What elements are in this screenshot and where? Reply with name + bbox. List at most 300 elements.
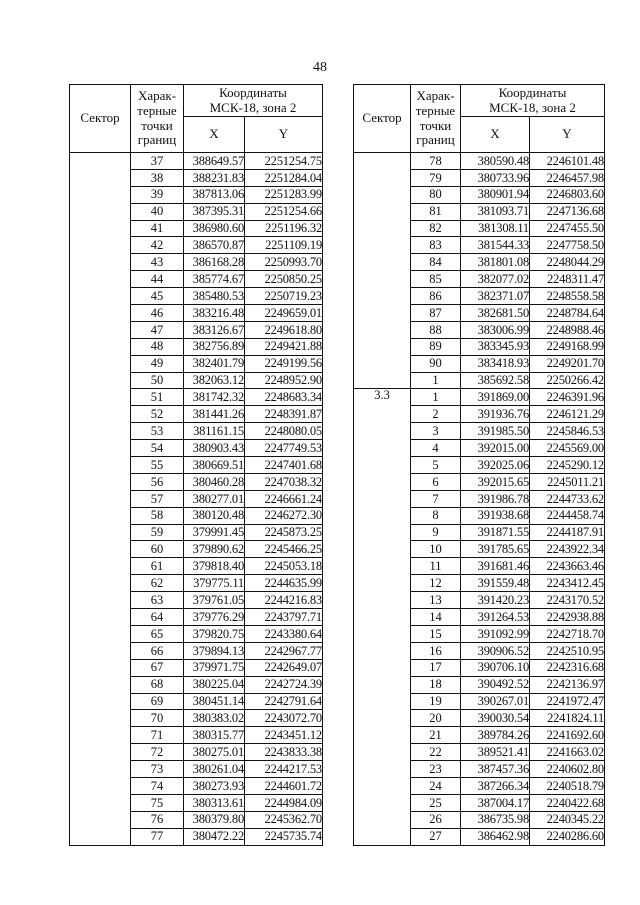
y-coordinate-cell: 2247136.68 <box>530 203 605 220</box>
x-coordinate-cell: 391264.53 <box>461 609 530 626</box>
table-row <box>70 220 323 237</box>
x-coordinate-cell: 379971.75 <box>184 659 245 676</box>
x-coordinate-cell: 379776.29 <box>184 609 245 626</box>
table-row <box>70 355 323 372</box>
sector-cell <box>354 541 411 558</box>
table-row <box>70 659 323 676</box>
sector-cell <box>70 609 131 626</box>
table-row <box>70 710 323 727</box>
table-row <box>70 254 323 271</box>
x-coordinate-cell: 382063.12 <box>184 372 245 389</box>
sector-cell <box>70 541 131 558</box>
table-row <box>70 237 323 254</box>
sector-cell <box>354 203 411 220</box>
point-number-cell: 86 <box>411 288 461 305</box>
sector-cell <box>70 592 131 609</box>
point-number-cell: 39 <box>131 186 184 203</box>
point-number-cell: 75 <box>131 794 184 811</box>
table-row <box>354 457 605 474</box>
sector-cell <box>70 153 131 170</box>
y-coordinate-cell: 2245735.74 <box>245 828 323 845</box>
sector-cell <box>354 693 411 710</box>
point-number-cell: 84 <box>411 254 461 271</box>
point-number-cell: 47 <box>131 321 184 338</box>
point-number-cell: 37 <box>131 153 184 170</box>
x-coordinate-cell: 380315.77 <box>184 727 245 744</box>
x-coordinate-cell: 386168.28 <box>184 254 245 271</box>
sector-cell <box>70 457 131 474</box>
sector-cell <box>354 186 411 203</box>
point-number-cell: 71 <box>131 727 184 744</box>
y-coordinate-cell: 2251283.99 <box>245 186 323 203</box>
point-number-cell: 79 <box>411 169 461 186</box>
y-coordinate-cell: 2244984.09 <box>245 794 323 811</box>
point-number-cell: 10 <box>411 541 461 558</box>
coordinates-table-right <box>353 84 605 846</box>
table-row <box>70 271 323 288</box>
sector-cell <box>354 254 411 271</box>
x-coordinate-cell: 387395.31 <box>184 203 245 220</box>
points-header <box>131 85 184 153</box>
sector-cell <box>354 338 411 355</box>
points-header-line: Харак- <box>137 87 177 103</box>
table-row <box>70 507 323 524</box>
table-row <box>70 794 323 811</box>
y-coordinate-cell: 2247749.53 <box>245 440 323 457</box>
x-coordinate-cell: 391871.55 <box>461 524 530 541</box>
x-coordinate-cell: 383006.99 <box>461 321 530 338</box>
y-coordinate-cell: 2244733.62 <box>530 490 605 507</box>
y-coordinate-cell: 2246121.29 <box>530 406 605 423</box>
table-row <box>354 288 605 305</box>
y-coordinate-cell: 2251254.75 <box>245 153 323 170</box>
table-row <box>354 338 605 355</box>
x-coordinate-cell: 381308.11 <box>461 220 530 237</box>
sector-cell <box>70 710 131 727</box>
y-coordinate-cell: 2249618.80 <box>245 321 323 338</box>
y-coordinate-cell: 2250719.23 <box>245 288 323 305</box>
sector-cell <box>70 169 131 186</box>
sector-cell <box>70 372 131 389</box>
y-coordinate-cell: 2248391.87 <box>245 406 323 423</box>
coordinates-header-line: Координаты <box>498 84 567 100</box>
sector-cell <box>354 490 411 507</box>
y-coordinate-cell: 2240345.22 <box>530 811 605 828</box>
point-number-cell: 52 <box>131 406 184 423</box>
point-number-cell: 18 <box>411 676 461 693</box>
point-number-cell: 61 <box>131 558 184 575</box>
table-row <box>70 186 323 203</box>
point-number-cell: 43 <box>131 254 184 271</box>
point-number-cell: 51 <box>131 389 184 406</box>
sector-cell <box>354 372 411 389</box>
point-number-cell: 1 <box>411 389 461 406</box>
y-coordinate-cell: 2244458.74 <box>530 507 605 524</box>
y-coordinate-cell: 2243380.64 <box>245 625 323 642</box>
table-row <box>354 575 605 592</box>
table-row <box>354 659 605 676</box>
y-coordinate-cell: 2251196.32 <box>245 220 323 237</box>
y-coordinate-cell: 2251254.66 <box>245 203 323 220</box>
sector-cell <box>70 558 131 575</box>
point-number-cell: 8 <box>411 507 461 524</box>
x-coordinate-cell: 380383.02 <box>184 710 245 727</box>
y-coordinate-cell: 2244216.83 <box>245 592 323 609</box>
x-coordinate-cell: 380460.28 <box>184 473 245 490</box>
table-row <box>354 541 605 558</box>
y-coordinate-cell: 2246803.60 <box>530 186 605 203</box>
point-number-cell: 3 <box>411 423 461 440</box>
point-number-cell: 42 <box>131 237 184 254</box>
y-coordinate-cell: 2243922.34 <box>530 541 605 558</box>
x-coordinate-cell: 391681.46 <box>461 558 530 575</box>
x-coordinate-cell: 385774.67 <box>184 271 245 288</box>
sector-cell <box>70 186 131 203</box>
point-number-cell: 27 <box>411 828 461 845</box>
y-coordinate-cell: 2247758.50 <box>530 237 605 254</box>
x-coordinate-cell: 381742.32 <box>184 389 245 406</box>
point-number-cell: 69 <box>131 693 184 710</box>
sector-cell <box>70 625 131 642</box>
point-number-cell: 87 <box>411 305 461 322</box>
y-coordinate-cell: 2249201.70 <box>530 355 605 372</box>
y-coordinate-cell: 2242724.39 <box>245 676 323 693</box>
x-coordinate-cell: 379894.13 <box>184 642 245 659</box>
y-coordinate-cell: 2245873.25 <box>245 524 323 541</box>
point-number-cell: 56 <box>131 473 184 490</box>
table-row <box>70 203 323 220</box>
points-header-line: терные <box>415 102 456 118</box>
y-coordinate-cell: 2242136.97 <box>530 676 605 693</box>
x-coordinate-cell: 387457.36 <box>461 761 530 778</box>
y-coordinate-cell: 2244217.53 <box>245 761 323 778</box>
table-row <box>70 321 323 338</box>
point-number-cell: 17 <box>411 659 461 676</box>
y-coordinate-cell: 2250266.42 <box>530 372 605 389</box>
table-row <box>70 406 323 423</box>
sector-cell <box>354 457 411 474</box>
table-row <box>70 558 323 575</box>
sector-cell <box>70 676 131 693</box>
points-header <box>411 85 461 153</box>
y-coordinate-cell: 2248558.58 <box>530 288 605 305</box>
table-row <box>354 406 605 423</box>
point-number-cell: 64 <box>131 609 184 626</box>
coordinates-table-left <box>69 84 323 846</box>
sector-cell <box>70 642 131 659</box>
point-number-cell: 25 <box>411 794 461 811</box>
point-number-cell: 82 <box>411 220 461 237</box>
sector-cell <box>70 473 131 490</box>
sector-cell <box>70 254 131 271</box>
point-number-cell: 38 <box>131 169 184 186</box>
y-coordinate-cell: 2240518.79 <box>530 777 605 794</box>
y-coordinate-cell: 2246101.48 <box>530 153 605 170</box>
table-row <box>354 271 605 288</box>
point-number-cell: 41 <box>131 220 184 237</box>
point-number-cell: 54 <box>131 440 184 457</box>
x-coordinate-cell: 382681.50 <box>461 305 530 322</box>
table-row <box>354 592 605 609</box>
y-coordinate-cell: 2242718.70 <box>530 625 605 642</box>
y-coordinate-cell: 2245846.53 <box>530 423 605 440</box>
sector-cell <box>354 828 411 845</box>
sector-header: Сектор <box>354 85 411 153</box>
sector-cell <box>354 744 411 761</box>
sector-cell <box>70 490 131 507</box>
sector-cell <box>70 794 131 811</box>
sector-cell <box>354 153 411 170</box>
y-coordinate-cell: 2244635.99 <box>245 575 323 592</box>
point-number-cell: 24 <box>411 777 461 794</box>
y-header: Y <box>245 117 323 153</box>
sector-cell <box>70 761 131 778</box>
table-row <box>70 744 323 761</box>
x-coordinate-cell: 389521.41 <box>461 744 530 761</box>
y-header: Y <box>530 117 605 153</box>
sector-cell <box>70 203 131 220</box>
x-coordinate-cell: 379890.62 <box>184 541 245 558</box>
point-number-cell: 12 <box>411 575 461 592</box>
x-coordinate-cell: 392015.00 <box>461 440 530 457</box>
x-coordinate-cell: 380379.80 <box>184 811 245 828</box>
x-coordinate-cell: 380451.14 <box>184 693 245 710</box>
y-coordinate-cell: 2247038.32 <box>245 473 323 490</box>
x-coordinate-cell: 380273.93 <box>184 777 245 794</box>
x-coordinate-cell: 391938.68 <box>461 507 530 524</box>
point-number-cell: 19 <box>411 693 461 710</box>
table-row <box>70 305 323 322</box>
coordinates-header <box>184 85 323 117</box>
table-row <box>354 389 605 406</box>
x-coordinate-cell: 379761.05 <box>184 592 245 609</box>
point-number-cell: 62 <box>131 575 184 592</box>
table-row <box>354 744 605 761</box>
y-coordinate-cell: 2242510.95 <box>530 642 605 659</box>
y-coordinate-cell: 2247401.68 <box>245 457 323 474</box>
table-row <box>354 558 605 575</box>
x-coordinate-cell: 388649.57 <box>184 153 245 170</box>
table-row <box>354 355 605 372</box>
x-coordinate-cell: 390030.54 <box>461 710 530 727</box>
y-coordinate-cell: 2246457.98 <box>530 169 605 186</box>
sector-cell <box>354 237 411 254</box>
table-row <box>354 440 605 457</box>
sector-cell <box>70 355 131 372</box>
y-coordinate-cell: 2245011.21 <box>530 473 605 490</box>
y-coordinate-cell: 2246391.96 <box>530 389 605 406</box>
point-number-cell: 2 <box>411 406 461 423</box>
y-coordinate-cell: 2242649.07 <box>245 659 323 676</box>
point-number-cell: 74 <box>131 777 184 794</box>
point-number-cell: 83 <box>411 237 461 254</box>
x-coordinate-cell: 380225.04 <box>184 676 245 693</box>
sector-cell <box>354 727 411 744</box>
y-coordinate-cell: 2251109.19 <box>245 237 323 254</box>
table-body <box>354 153 605 846</box>
point-number-cell: 14 <box>411 609 461 626</box>
sector-cell <box>354 777 411 794</box>
y-coordinate-cell: 2249659.01 <box>245 305 323 322</box>
point-number-cell: 48 <box>131 338 184 355</box>
sector-cell <box>70 237 131 254</box>
point-number-cell: 77 <box>131 828 184 845</box>
y-coordinate-cell: 2244601.72 <box>245 777 323 794</box>
y-coordinate-cell: 2245053.18 <box>245 558 323 575</box>
x-coordinate-cell: 382077.02 <box>461 271 530 288</box>
sector-cell <box>70 727 131 744</box>
x-coordinate-cell: 388231.83 <box>184 169 245 186</box>
y-coordinate-cell: 2248080.05 <box>245 423 323 440</box>
y-coordinate-cell: 2248784.64 <box>530 305 605 322</box>
table-header <box>70 85 323 153</box>
sector-cell <box>70 693 131 710</box>
sector-cell <box>354 558 411 575</box>
table-row <box>70 609 323 626</box>
sector-cell <box>354 575 411 592</box>
x-coordinate-cell: 381544.33 <box>461 237 530 254</box>
sector-cell <box>70 507 131 524</box>
point-number-cell: 16 <box>411 642 461 659</box>
table-row <box>354 153 605 170</box>
point-number-cell: 81 <box>411 203 461 220</box>
point-number-cell: 80 <box>411 186 461 203</box>
points-header-line: терные <box>137 102 177 118</box>
table-row <box>354 186 605 203</box>
sector-cell <box>354 761 411 778</box>
table-row <box>70 575 323 592</box>
y-coordinate-cell: 2242316.68 <box>530 659 605 676</box>
y-coordinate-cell: 2248683.34 <box>245 389 323 406</box>
sector-cell <box>354 659 411 676</box>
y-coordinate-cell: 2241972.47 <box>530 693 605 710</box>
x-coordinate-cell: 389784.26 <box>461 727 530 744</box>
x-coordinate-cell: 379818.40 <box>184 558 245 575</box>
x-coordinate-cell: 387813.06 <box>184 186 245 203</box>
y-coordinate-cell: 2250993.70 <box>245 254 323 271</box>
point-number-cell: 63 <box>131 592 184 609</box>
table-row <box>354 524 605 541</box>
point-number-cell: 67 <box>131 659 184 676</box>
x-coordinate-cell: 383126.67 <box>184 321 245 338</box>
table-row <box>354 254 605 271</box>
sector-cell: 3.3 <box>354 389 411 406</box>
point-number-cell: 53 <box>131 423 184 440</box>
table-row <box>354 220 605 237</box>
coordinates-header-line: МСК-18, зона 2 <box>489 99 576 115</box>
point-number-cell: 40 <box>131 203 184 220</box>
table-row <box>354 828 605 845</box>
point-number-cell: 58 <box>131 507 184 524</box>
sector-cell <box>70 777 131 794</box>
sector-cell <box>354 676 411 693</box>
y-coordinate-cell: 2243797.71 <box>245 609 323 626</box>
x-coordinate-cell: 386462.98 <box>461 828 530 845</box>
table-row <box>70 457 323 474</box>
table-row <box>70 541 323 558</box>
x-coordinate-cell: 383345.93 <box>461 338 530 355</box>
y-coordinate-cell: 2242938.88 <box>530 609 605 626</box>
sector-cell <box>70 321 131 338</box>
x-coordinate-cell: 391559.48 <box>461 575 530 592</box>
x-coordinate-cell: 391785.65 <box>461 541 530 558</box>
table-row <box>70 828 323 845</box>
table-row <box>354 727 605 744</box>
point-number-cell: 15 <box>411 625 461 642</box>
table-row <box>70 389 323 406</box>
sector-cell <box>354 710 411 727</box>
y-coordinate-cell: 2242967.77 <box>245 642 323 659</box>
sector-cell <box>354 625 411 642</box>
sector-cell <box>354 473 411 490</box>
sector-header: Сектор <box>70 85 131 153</box>
y-coordinate-cell: 2250850.25 <box>245 271 323 288</box>
y-coordinate-cell: 2247455.50 <box>530 220 605 237</box>
table-row <box>70 423 323 440</box>
sector-cell <box>70 575 131 592</box>
sector-cell <box>354 305 411 322</box>
x-coordinate-cell: 386980.60 <box>184 220 245 237</box>
y-coordinate-cell: 2249199.56 <box>245 355 323 372</box>
y-coordinate-cell: 2249168.99 <box>530 338 605 355</box>
x-coordinate-cell: 380669.51 <box>184 457 245 474</box>
coordinates-header <box>461 85 605 117</box>
point-number-cell: 90 <box>411 355 461 372</box>
point-number-cell: 73 <box>131 761 184 778</box>
point-number-cell: 66 <box>131 642 184 659</box>
x-coordinate-cell: 386570.87 <box>184 237 245 254</box>
x-coordinate-cell: 381441.26 <box>184 406 245 423</box>
table-row <box>70 153 323 170</box>
table-row <box>70 338 323 355</box>
x-header: X <box>184 117 245 153</box>
table-row <box>70 642 323 659</box>
sector-cell <box>70 271 131 288</box>
sector-cell <box>354 642 411 659</box>
y-coordinate-cell: 2240602.80 <box>530 761 605 778</box>
x-coordinate-cell: 387266.34 <box>461 777 530 794</box>
table-row <box>70 727 323 744</box>
x-coordinate-cell: 380261.04 <box>184 761 245 778</box>
y-coordinate-cell: 2243072.70 <box>245 710 323 727</box>
y-coordinate-cell: 2243170.52 <box>530 592 605 609</box>
table-row <box>354 372 605 389</box>
sector-cell <box>354 524 411 541</box>
x-coordinate-cell: 387004.17 <box>461 794 530 811</box>
point-number-cell: 1 <box>411 372 461 389</box>
y-coordinate-cell: 2244187.91 <box>530 524 605 541</box>
x-coordinate-cell: 379991.45 <box>184 524 245 541</box>
table-body <box>70 153 323 846</box>
table-row <box>70 761 323 778</box>
point-number-cell: 11 <box>411 558 461 575</box>
x-coordinate-cell: 380733.96 <box>461 169 530 186</box>
points-header-line: границ <box>416 132 455 148</box>
sector-cell <box>354 794 411 811</box>
table-row <box>354 507 605 524</box>
point-number-cell: 22 <box>411 744 461 761</box>
sector-cell <box>354 507 411 524</box>
x-coordinate-cell: 391936.76 <box>461 406 530 423</box>
point-number-cell: 7 <box>411 490 461 507</box>
y-coordinate-cell: 2245466.25 <box>245 541 323 558</box>
sector-cell <box>70 744 131 761</box>
table-row <box>354 609 605 626</box>
sector-cell <box>354 406 411 423</box>
x-coordinate-cell: 391092.99 <box>461 625 530 642</box>
point-number-cell: 88 <box>411 321 461 338</box>
table-row <box>70 693 323 710</box>
